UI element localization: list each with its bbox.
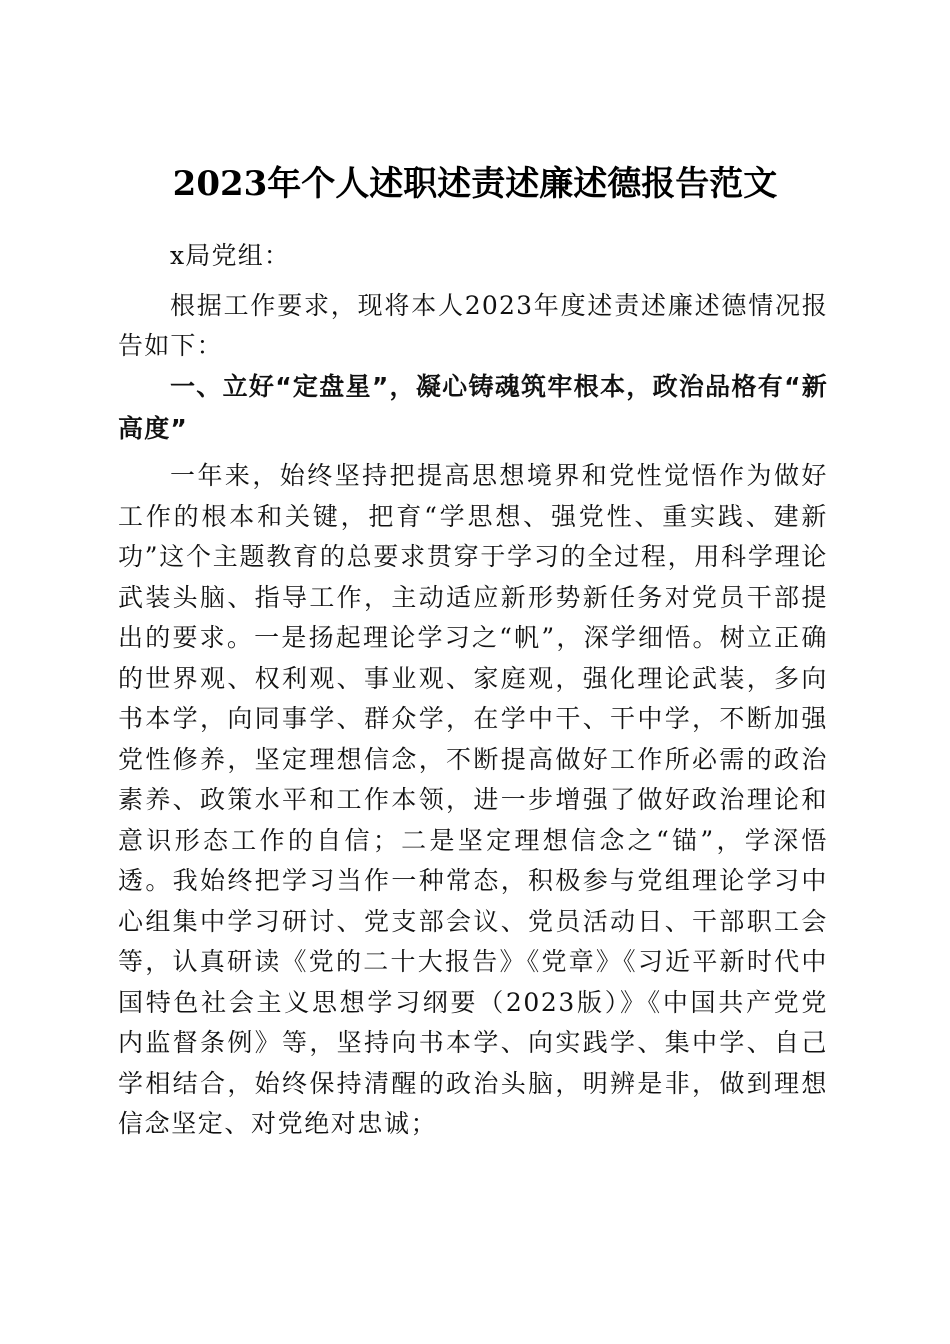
salutation: x局党组： <box>170 241 291 270</box>
intro-paragraph: 根据工作要求，现将本人2023年度述责述廉述德情况报告如下： <box>118 291 828 360</box>
body-paragraph: 一年来，始终坚持把提高思想境界和党性觉悟作为做好工作的根本和关键，把育“学思想、强党性、重实践、建新功”这个主题教育的总要求贯穿于学习的全过程，用科学理论武装头脑、指导工作，主动适应新形势新任务对党员干部提出的要求。一是扬起理论学习之“帆”，深学细悟。树立正确的世界观、权利观、事业观、家庭观，强化理论武装，多向书本学，向同事学、群众学，在学中干、干中学，不断加强党性修养，坚定理想信念，不断提高做好工作所必需的政治素养、政策水平和工作本领，进一步增强了做好政治理论和意识形态工作的自信；二是坚定理想信念之“锚”，学深悟透。我始终把学习当作一种常态，积极参与党组理论学习中心组集中学习研讨、党支部会议、党员活动日、干部职工会等，认真研读《党的二十大报告》《党章》《习近平新时代中国特色社会主义思想学习纲要（2023版）》《中国共产党党内监督条例》等，坚持向书本学、向实践学、集中学、自己学相结合，始终保持清醒的政治头脑，明辨是非，做到理想信念坚定、对党绝对忠诚； <box>118 461 828 1138</box>
document-title: 2023年个人述职述责述廉述德报告范文 <box>172 163 778 204</box>
section-heading: 一、立好“定盘星”，凝心铸魂筑牢根本，政治品格有“新高度” <box>118 372 828 443</box>
